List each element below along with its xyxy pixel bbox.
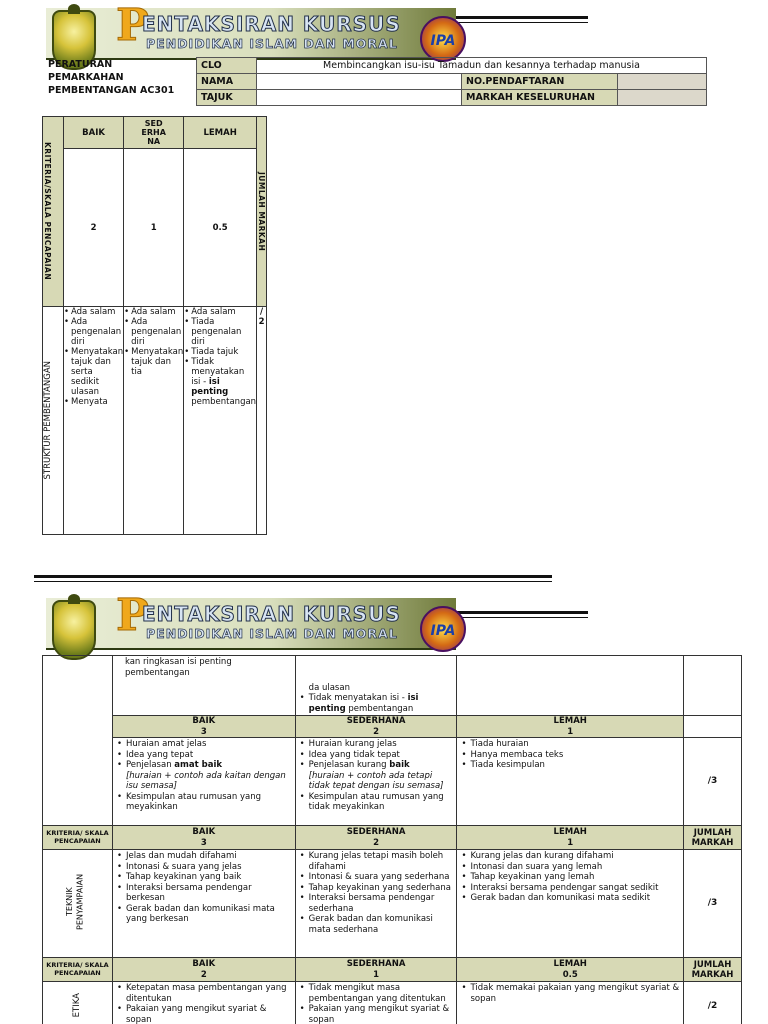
list-item: • Kurang jelas tetapi masih boleh difahami [299, 851, 454, 872]
list-item: • Tiada pengenalan diri [184, 317, 256, 347]
label: BAIK [192, 716, 216, 726]
no-pendaftaran-field[interactable] [618, 74, 707, 90]
list-item: • Menyatakan tajuk dan tia [124, 347, 183, 377]
nama-label: NAMA [197, 74, 257, 90]
list-item: • Tahap keyakinan yang baik [116, 872, 292, 883]
kriteria-header: KRITERIA/ SKALA PENCAPAIAN [43, 958, 113, 982]
score: 1 [373, 969, 380, 980]
markah-keseluruhan-field[interactable] [618, 90, 707, 106]
isi-header-baik [112, 716, 295, 738]
rubric-struktur-table [42, 116, 267, 535]
list-item: • Ada salam [184, 307, 256, 317]
course-banner [46, 0, 456, 60]
isi-header-lemah [457, 716, 684, 738]
banner-title: ENTAKSIRAN KURSUS [142, 602, 401, 626]
list-item: • Kurang jelas dan kurang difahami [460, 851, 680, 862]
list-item: • Tiada kesimpulan [460, 760, 680, 771]
isi-baik-descriptors [112, 738, 295, 826]
label: SEDERHANA [346, 959, 406, 969]
list-item: • Gerak badan dan komunikasi mata sederhana [299, 914, 454, 935]
list-item: • Menyata [64, 397, 123, 407]
list-item: • Interaksi bersama pendengar berkesan [116, 883, 292, 904]
list-item: • Tiada tajuk [184, 347, 256, 357]
label: LEMAH [553, 716, 587, 726]
etika-label: ETIKA [72, 992, 83, 1017]
label: SEDERHANA [346, 716, 406, 726]
penjelasan-note: [huraian + contoh ada kaitan dengan isu semasa] [125, 770, 286, 791]
score: 2 [373, 837, 380, 848]
no-pendaftaran-label: NO.PENDAFTARAN [462, 74, 618, 90]
list-item: • Ada salam [64, 307, 123, 317]
label: BAIK [192, 827, 216, 837]
list-item: • Ada pengenalan diri [64, 317, 123, 347]
lemah-item-bold: isi penting [191, 377, 229, 397]
criteria-side-label: KRITERIA/SKALA PENCAPAIAN [43, 142, 52, 281]
penjelasan-bold: baik [389, 760, 410, 770]
jumlah-markah-header [257, 117, 267, 307]
cont-mark [684, 656, 742, 716]
score: 3 [200, 837, 207, 848]
list-item [299, 693, 454, 714]
label: BAIK [192, 959, 216, 969]
score: 2 [200, 969, 207, 980]
list-item: • Ada salam [124, 307, 183, 317]
list-item: • Intonasi dan suara yang lemah [460, 862, 680, 873]
list-item: • Idea yang tepat [116, 750, 292, 761]
list-item [116, 760, 292, 792]
etika-header-baik [112, 958, 295, 982]
rubric-continued-table [42, 655, 742, 1024]
doc-title [48, 58, 174, 97]
nama-field[interactable] [257, 74, 462, 90]
jumlah-markah-header: JUMLAH MARKAH [684, 826, 742, 850]
teknik-lemah-descriptors [457, 850, 684, 958]
list-item: • Gerak badan dan komunikasi mata yang berkesan [116, 904, 292, 925]
page-separator-rule-thin [34, 581, 552, 582]
doc-title-line: PEMBENTANGAN AC301 [48, 85, 175, 96]
jumlah-markah-label: JUMLAH MARKAH [257, 171, 267, 252]
etika-lemah-descriptors [457, 982, 684, 1024]
etika-criteria-cell [43, 982, 113, 1024]
teknik-criteria-cell [43, 850, 113, 958]
lemah-descriptors [184, 307, 257, 535]
info-table [196, 57, 707, 106]
isi-sederhana-descriptors [295, 738, 457, 826]
course-banner-2 [46, 590, 456, 650]
banner-subtitle: PENDIDIKAN ISLAM DAN MORAL [146, 36, 398, 51]
cont-lemah [457, 656, 684, 716]
penjelasan-text: Penjelasan [125, 760, 175, 770]
cont-baik-text: kan ringkasan isi penting pembentangan [124, 657, 232, 678]
score: 0.5 [562, 969, 578, 980]
etika-header-sederhana [295, 958, 457, 982]
teknik-mark: /3 [684, 850, 742, 958]
lantern-icon [52, 600, 96, 660]
score-baik: 2 [64, 149, 124, 307]
list-item: • Gerak badan dan komunikasi mata sedikit [460, 893, 680, 904]
list-item: • Intonasi & suara yang sederhana [299, 872, 454, 883]
score: 1 [567, 837, 574, 848]
list-item: • Hanya membaca teks [460, 750, 680, 761]
clo-label: CLO [197, 58, 257, 74]
list-item: • Pakaian yang mengikut syariat & sopan [299, 1004, 454, 1024]
teknik-sederhana-descriptors [295, 850, 457, 958]
cont-sed-text: Tidak menyatakan isi - [308, 693, 408, 703]
cont-sed-line: da ulasan [308, 682, 350, 693]
lemah-item-text: Tidak menyatakan isi - [191, 357, 245, 387]
isi-lemah-descriptors [457, 738, 684, 826]
teknik-baik-descriptors [112, 850, 295, 958]
etika-sederhana-descriptors [295, 982, 457, 1024]
header-baik: BAIK [64, 117, 124, 149]
score-sederhana: 1 [124, 149, 184, 307]
etika-baik-descriptors [112, 982, 295, 1024]
banner-title: ENTAKSIRAN KURSUS [142, 12, 401, 36]
sederhana-descriptors [124, 307, 184, 535]
banner-letter: P [116, 590, 150, 641]
list-item: • Jelas dan mudah difahami [116, 851, 292, 862]
cont-sederhana [295, 656, 457, 716]
teknik-label: TEKNIK PENYAMPAIAN [65, 873, 85, 930]
header-lemah: LEMAH [184, 117, 257, 149]
list-item: • Menyatakan tajuk dan serta sedikit ulasan [64, 347, 123, 397]
tajuk-label: TAJUK [197, 90, 257, 106]
list-item: • Tidak mengikut masa pembentangan yang ditentukan [299, 983, 454, 1004]
list-item: • Huraian amat jelas [116, 739, 292, 750]
doc-title-line: PERATURAN [48, 59, 113, 70]
markah-keseluruhan-label: MARKAH KESELURUHAN [462, 90, 618, 106]
isi-header-sederhana [295, 716, 457, 738]
penjelasan-bold: amat baik [174, 760, 223, 770]
list-item: • Pakaian yang mengikut syariat & sopan [116, 1004, 292, 1024]
teknik-header-sederhana [295, 826, 457, 850]
doc-title-line: PEMARKAHAN [48, 72, 124, 83]
label: LEMAH [553, 827, 587, 837]
score: 1 [567, 726, 574, 737]
list-item: • Tiada huraian [460, 739, 680, 750]
list-item: • Intonasi & suara yang jelas [116, 862, 292, 873]
score: 3 [200, 726, 207, 737]
score: 2 [373, 726, 380, 737]
list-item: • Tahap keyakinan yang sederhana [299, 883, 454, 894]
list-item [299, 760, 454, 792]
list-item: • Kesimpulan atau rumusan yang tidak meyakinkan [299, 792, 454, 813]
list-item: • Tahap keyakinan yang lemah [460, 872, 680, 883]
ipa-logo-icon: IPA [420, 606, 466, 652]
jumlah-markah-header: JUMLAH MARKAH [684, 958, 742, 982]
clo-value: Membincangkan isu-isu Tamadun dan kesannya terhadap manusia [257, 58, 707, 74]
list-item: • Interaksi bersama pendengar sangat sedikit [460, 883, 680, 894]
teknik-header-baik [112, 826, 295, 850]
list-item: • Interaksi bersama pendengar sederhana [299, 893, 454, 914]
score-lemah: 0.5 [184, 149, 257, 307]
criteria-side-header [43, 117, 64, 307]
kriteria-header: KRITERIA/ SKALA PENCAPAIAN [43, 826, 113, 850]
list-item: • Huraian kurang jelas [299, 739, 454, 750]
cont-baik [112, 656, 295, 716]
list-item: • Ada pengenalan diri [124, 317, 183, 347]
label: SEDERHANA [346, 827, 406, 837]
etika-header-lemah [457, 958, 684, 982]
blank-criteria-cell [43, 656, 113, 826]
list-item: • Kesimpulan atau rumusan yang meyakinkan [116, 792, 292, 813]
baik-descriptors [64, 307, 124, 535]
lemah-item-tail: pembentangan [191, 397, 257, 407]
ipa-logo-icon: IPA [420, 16, 466, 62]
etika-mark: /2 [684, 982, 742, 1024]
page-separator-rule [34, 575, 552, 578]
banner-subtitle: PENDIDIKAN ISLAM DAN MORAL [146, 626, 398, 641]
list-item: • Idea yang tidak tepat [299, 750, 454, 761]
teknik-header-lemah [457, 826, 684, 850]
cont-sed-bold: isi penting [308, 693, 419, 714]
criteria-struktur-cell [43, 307, 64, 535]
header-sederhana: SED ERHA NA [124, 117, 184, 149]
isi-mark: /3 [684, 738, 742, 826]
list-item: • Ketepatan masa pembentangan yang ditentukan [116, 983, 292, 1004]
list-item [184, 357, 256, 407]
label: LEMAH [553, 959, 587, 969]
penjelasan-text: Penjelasan kurang [308, 760, 390, 770]
criteria-struktur-label: STRUKTUR PEMBENTANGAN [43, 361, 53, 480]
tajuk-field[interactable] [257, 90, 462, 106]
list-item: • Tidak memakai pakaian yang mengikut syariat & sopan [460, 983, 680, 1004]
struktur-mark: /2 [257, 307, 267, 535]
banner-letter: P [116, 0, 150, 51]
cont-sed-tail: pembentangan [345, 703, 414, 714]
isi-header-blank [684, 716, 742, 738]
penjelasan-note: [huraian + contoh ada tetapi tidak tepat dengan isu semasa] [308, 770, 444, 791]
